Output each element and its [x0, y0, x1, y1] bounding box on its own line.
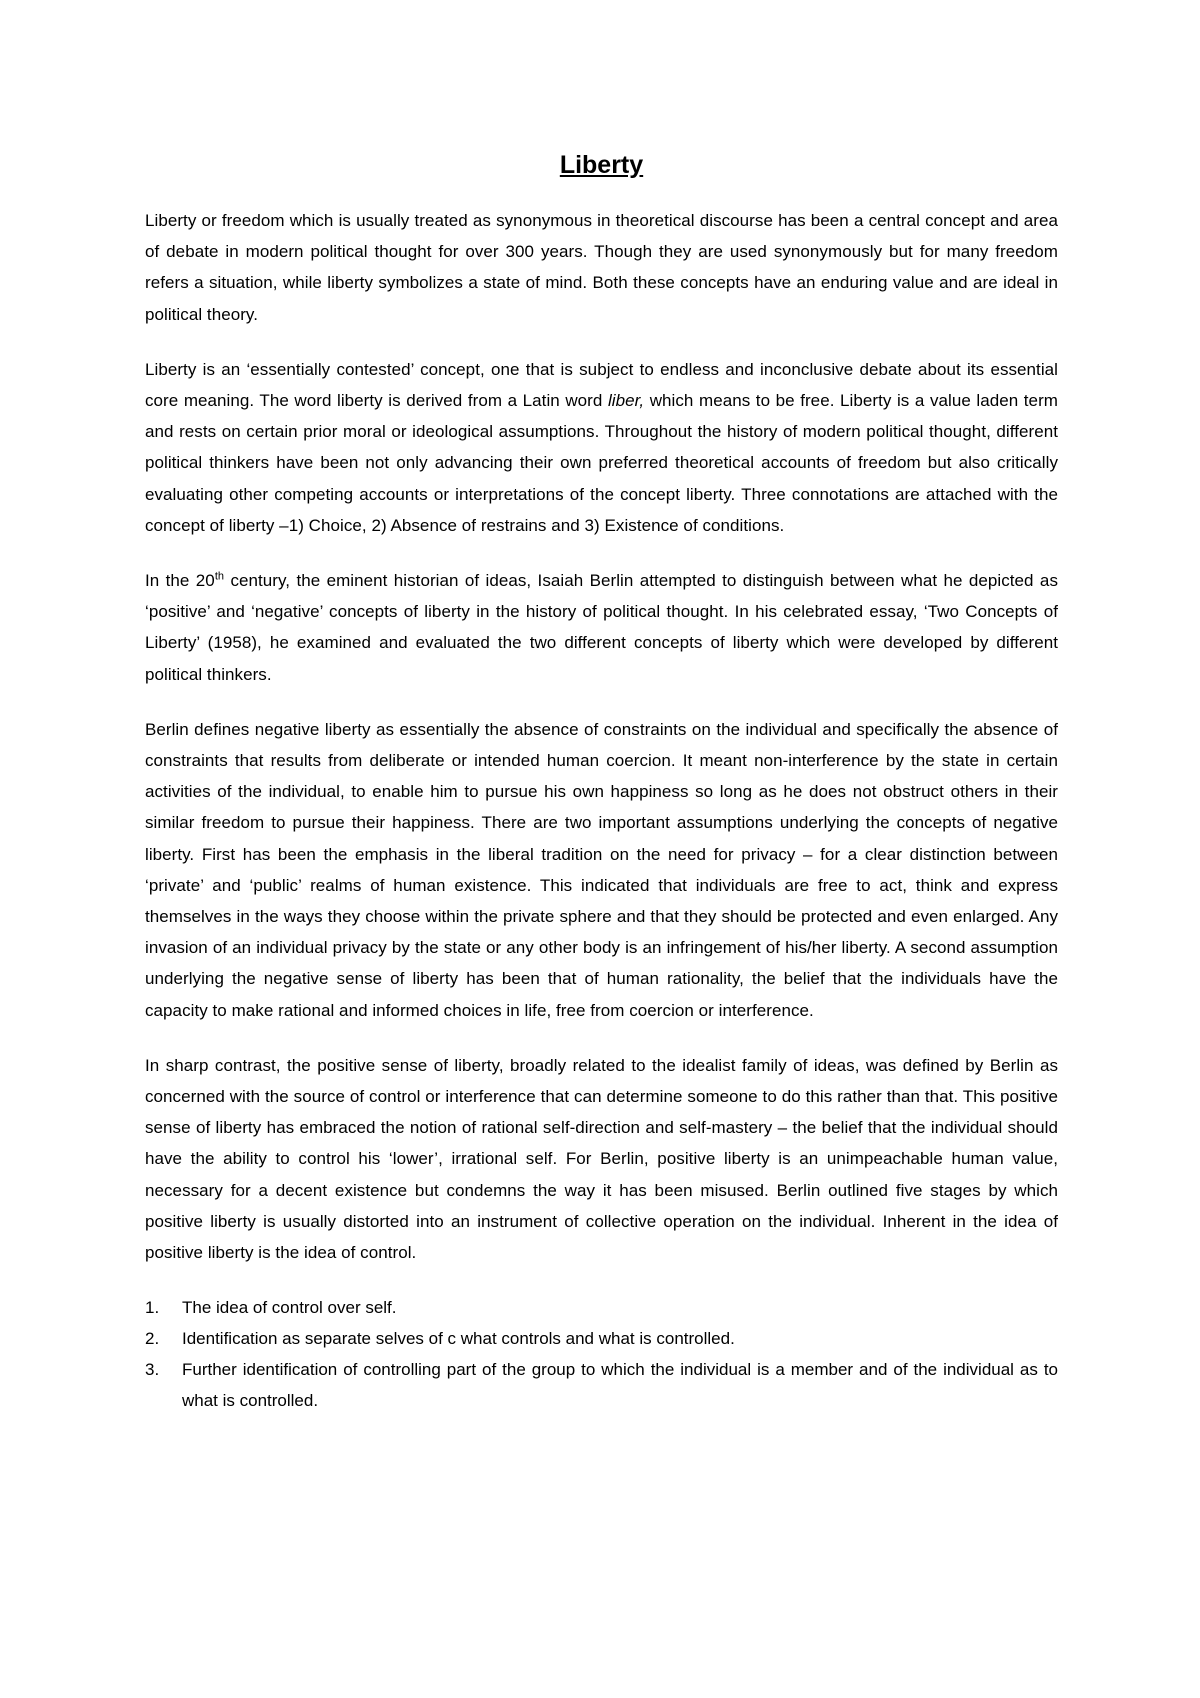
list-item: [145, 1323, 1058, 1354]
paragraph-berlin-intro: [145, 565, 1058, 690]
numbered-list: [145, 1292, 1058, 1416]
paragraph-text: which means to be free. Liberty is a value laden term and rests on certain prior moral or ideological assumptions. Throughout the history of modern political thought, different political thinkers have been not only advancing their own preferred theoretical accounts of freedom but also critically evaluating other competing accounts or interpretations of the concept liberty. Three connotations are attached with the concept of liberty –1) Choice, 2) Absence of restrains and 3) Existence of conditions.: [145, 391, 1058, 535]
latin-word: liber,: [607, 391, 645, 411]
list-number: 2.: [145, 1329, 160, 1349]
paragraph-text: In the 20: [145, 571, 215, 591]
document-body: [145, 148, 1058, 1416]
list-number: 1.: [145, 1298, 160, 1318]
paragraph-positive-liberty: In sharp contrast, the positive sense of liberty, broadly related to the idealist family of ideas, was defined by Berlin as concerned with the source of control or interference that can determine someone to do this rather than that. This positive sense of liberty has embraced the notion of rational self-direction and self-mastery – the belief that the individual should have the ability to control his ‘lower’, irrational self. For Berlin, positive liberty is an unimpeachable human value, necessary for a decent existence but condemns the way it has been misused. Berlin outlined five stages by which positive liberty is usually distorted into an instrument of collective operation on the individual. Inherent in the idea of positive liberty is the idea of control.: [145, 1055, 1058, 1263]
ordinal-suffix: th: [214, 570, 225, 583]
paragraph-contested-concept: [145, 354, 1058, 541]
list-number: 3.: [145, 1360, 160, 1380]
list-item-text: The idea of control over self.: [182, 1298, 397, 1318]
list-item-text: Identification as separate selves of c what controls and what is controlled.: [182, 1329, 735, 1349]
paragraph-text: century, the eminent historian of ideas, Isaiah Berlin attempted to distinguish between what he depicted as ‘positive’ and ‘negative’ concepts of liberty in the history of political thought. In his celebrated essay, ‘Two Concepts of Liberty’ (1958), he examined and evaluated the two different concepts of liberty which were developed by different political thinkers.: [145, 571, 1058, 684]
paragraph-negative-liberty: Berlin defines negative liberty as essentially the absence of constraints on the individual and specifically the absence of constraints that results from deliberate or intended human coercion. It meant non-interference by the state in certain activities of the individual, to enable him to pursue his own happiness so long as he does not obstruct others in their similar freedom to pursue their happiness. There are two important assumptions underlying the concepts of negative liberty. First has been the emphasis in the liberal tradition on the need for privacy – for a clear distinction between ‘private’ and ‘public’ realms of human existence. This indicated that individuals are free to act, think and express themselves in the ways they choose within the private sphere and that they should be protected and even enlarged. Any invasion of an individual privacy by the state or any other body is an infringement of his/her liberty. A second assumption underlying the negative sense of liberty has been that of human rationality, the belief that the individuals have the capacity to make rational and informed choices in life, free from coercion or interference.: [145, 719, 1058, 1020]
list-item: [145, 1354, 1058, 1416]
document-title: Liberty: [559, 151, 644, 179]
list-item: [145, 1292, 1058, 1323]
paragraph-intro: Liberty or freedom which is usually treated as synonymous in theoretical discourse has been a central concept and area of debate in modern political thought for over 300 years. Though they are used synonymously but for many freedom refers a situation, while liberty symbolizes a state of mind. Both these concepts have an enduring value and are ideal in political theory.: [145, 211, 1058, 324]
list-item-text: Further identification of controlling part of the group to which the individual is a member and of the individual as to what is controlled.: [182, 1360, 1058, 1411]
paragraph-text: Liberty is an ‘essentially contested’ concept, one that is subject to endless and inconclusive debate about its essential core meaning. The word liberty is derived from a Latin word: [145, 359, 1058, 411]
